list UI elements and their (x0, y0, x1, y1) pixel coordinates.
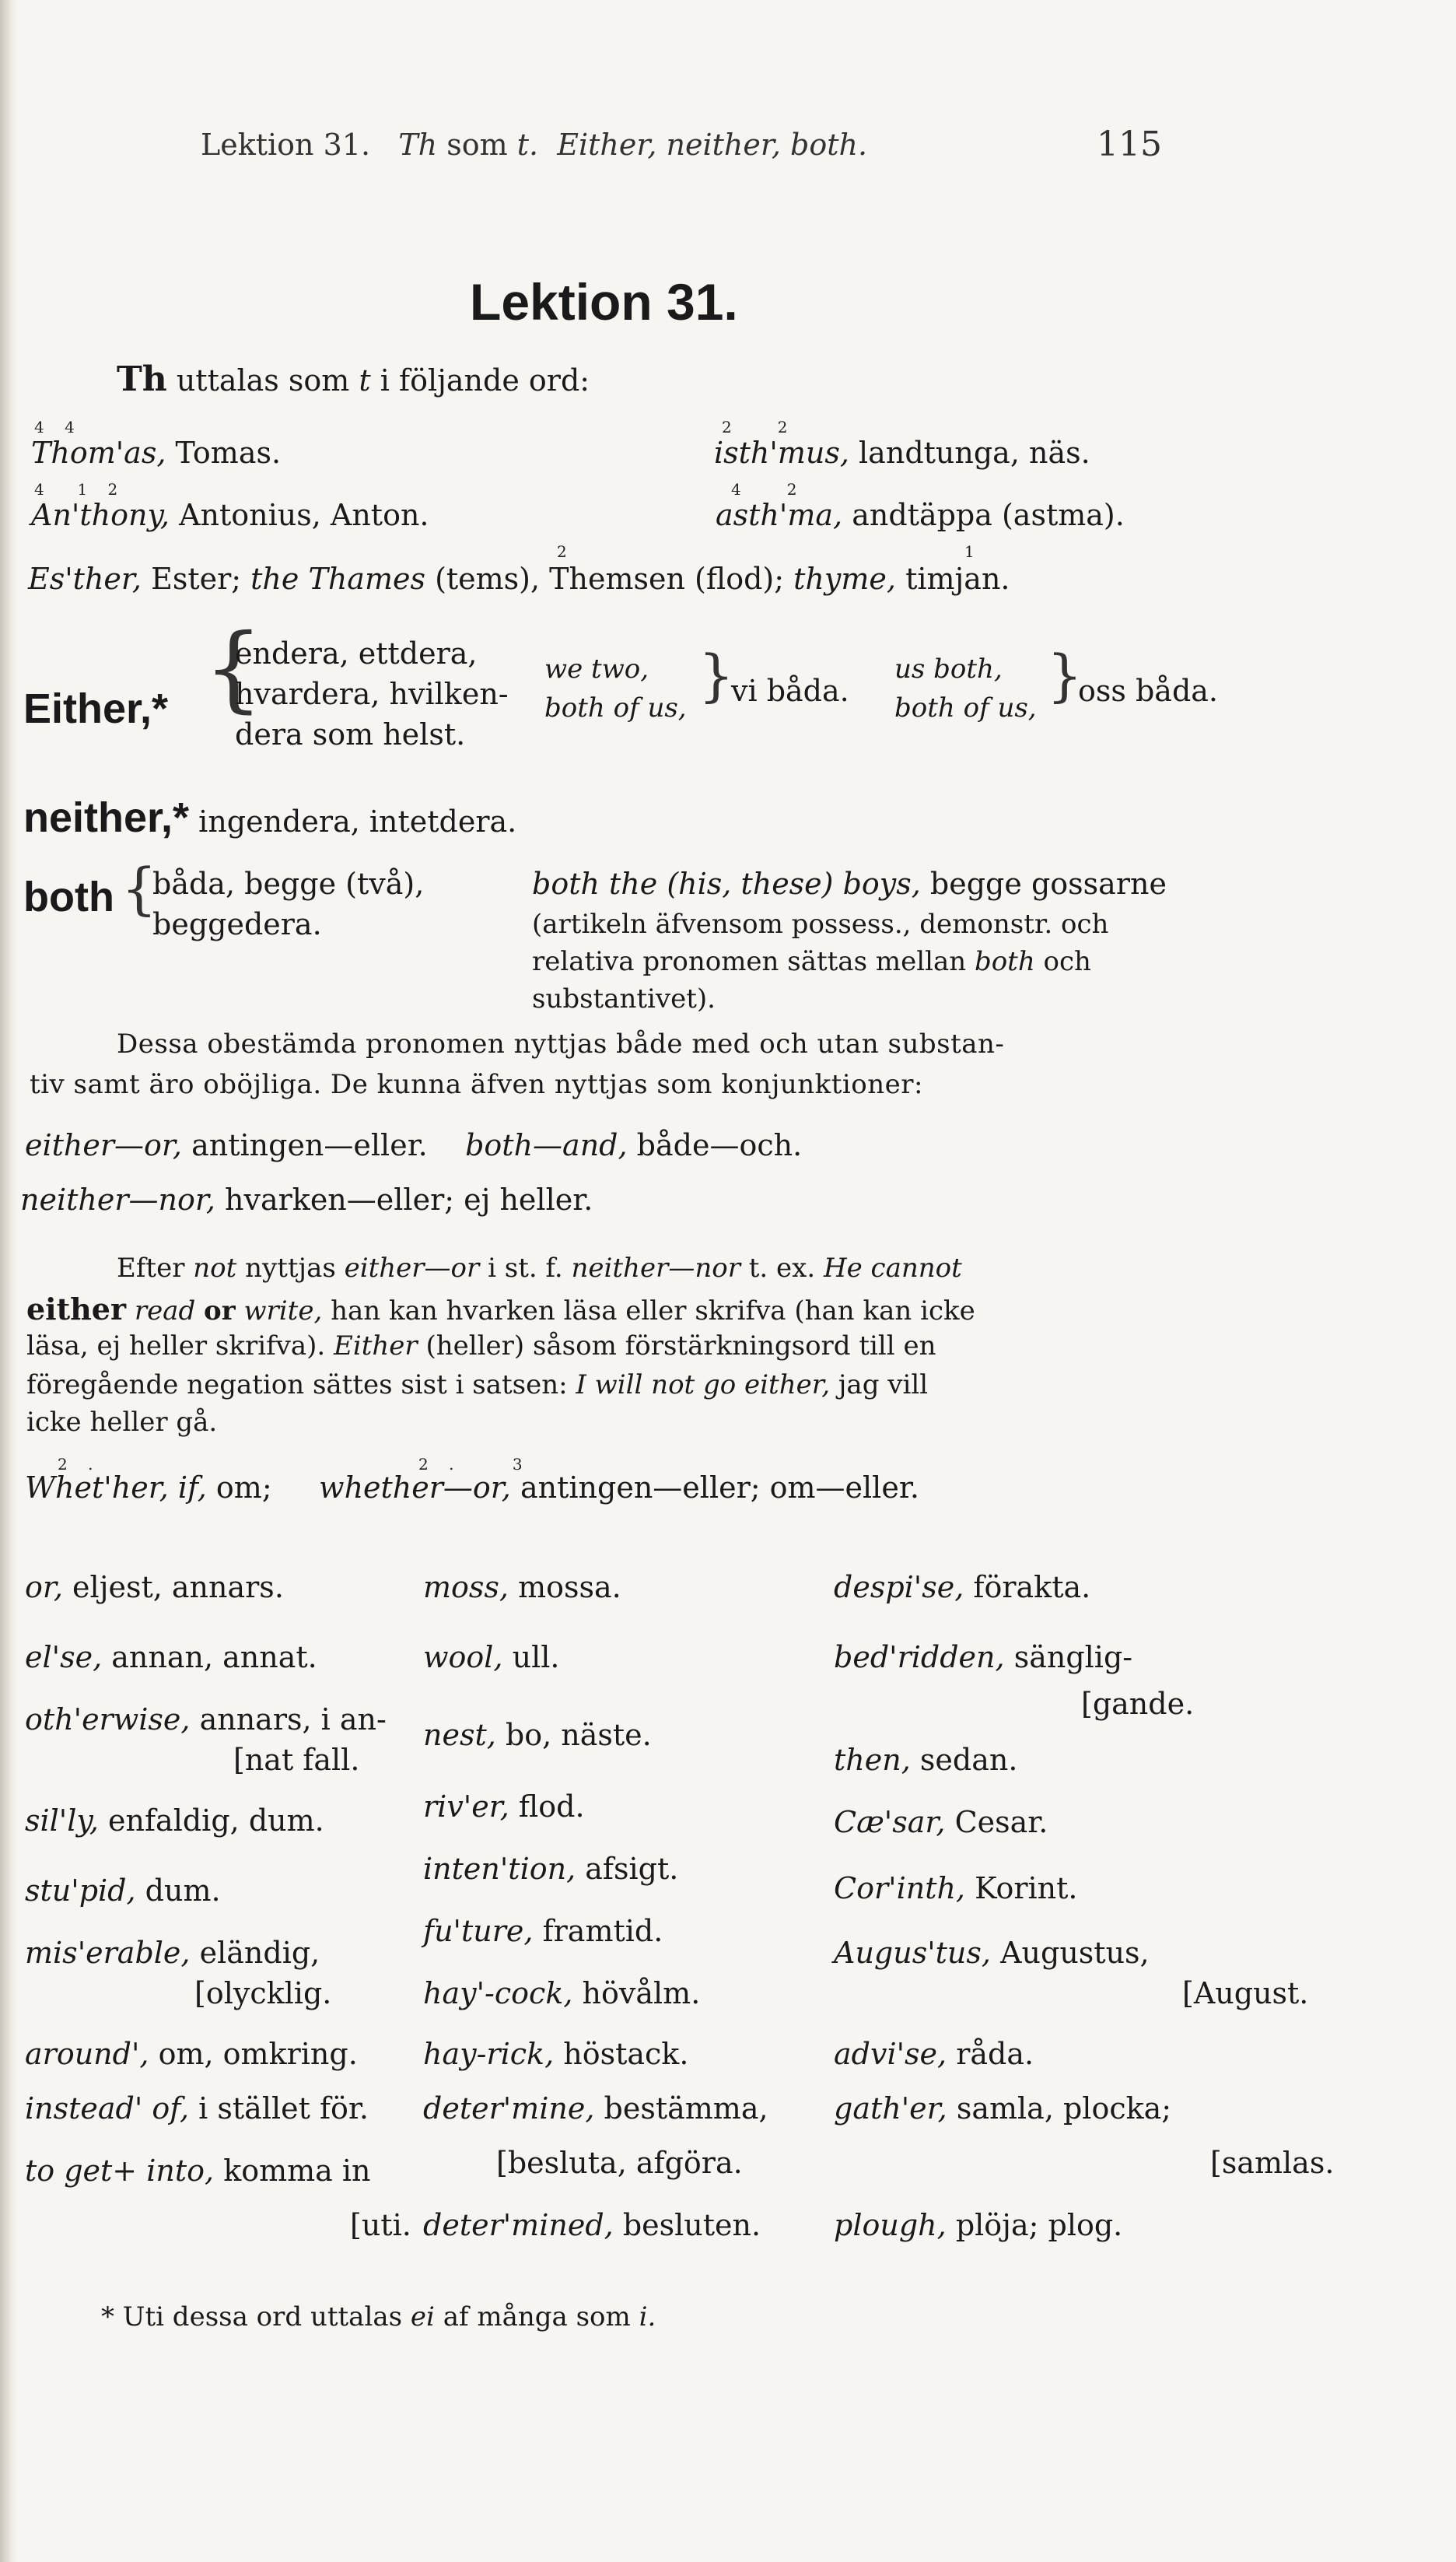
paragraph-line: tiv samt äro oböjliga. De kunna äfven nyttjas som konjunktioner: (30, 1069, 923, 1100)
word: gath'er, (834, 2091, 947, 2126)
vocab-entry (834, 2091, 1171, 2126)
vocab-entry (423, 2037, 688, 2071)
either-example: both of us, (544, 692, 687, 724)
paragraph-line (26, 1292, 975, 1327)
word: hay'-cock, (423, 1976, 573, 2010)
vocab-entry (834, 2208, 1122, 2242)
word: hay-rick, (423, 2037, 555, 2071)
term: i. (639, 2301, 656, 2332)
meaning: afsigt. (585, 1852, 679, 1886)
vocab-continuation: [samlas. (1210, 2146, 1335, 2180)
word: bed'ridden, (834, 1640, 1005, 1674)
vocab-entry (834, 1743, 1017, 1777)
vocab-entry (25, 1570, 284, 1604)
footnote (101, 2301, 656, 2332)
intro-t: t (359, 363, 371, 398)
vocab-entry (25, 1702, 387, 1737)
vocab-entry (423, 1789, 585, 1824)
word-entry (31, 436, 281, 470)
word: stu'pid, (25, 1873, 136, 1908)
meaning: mossa. (518, 1570, 621, 1604)
meaning: flod. (518, 1789, 585, 1824)
either-example: we two, (544, 654, 649, 685)
vocab-continuation: [olycklig. (194, 1976, 332, 2010)
meaning: om; (215, 1470, 272, 1505)
meaning: annan, annat. (111, 1640, 317, 1674)
brace: { (121, 856, 157, 921)
word: inten'tion, (423, 1852, 576, 1886)
vocab-entry (25, 2037, 358, 2071)
vocab-continuation: [August. (1182, 1976, 1309, 2010)
meaning: Cesar. (954, 1805, 1048, 1839)
stress-marks: 4 2 (731, 480, 805, 499)
word: Es'ther, (28, 562, 142, 596)
term: neither—nor (571, 1253, 740, 1284)
either-meaning: dera som helst. (235, 717, 466, 752)
word: Cæ'sar, (834, 1805, 946, 1839)
paragraph-line: Dessa obestämda pronomen nyttjas både med och utan substan- (117, 1029, 1005, 1060)
meaning: Augustus, (1000, 1936, 1150, 1970)
meaning: komma in (223, 2154, 371, 2188)
word: isth'mus, (714, 436, 849, 470)
text: läsa, ej heller skrifva). (26, 1330, 326, 1362)
word: riv'er, (423, 1789, 509, 1824)
page-number: 115 (1097, 124, 1162, 164)
meaning: ingendera, intetdera. (198, 804, 517, 839)
header-t: t. (516, 128, 539, 162)
term: whether—or, (319, 1470, 511, 1505)
term: I will not go either, (576, 1369, 831, 1400)
example-meaning: begge gossarne (929, 867, 1167, 901)
vocab-entry (423, 1640, 559, 1674)
vocab-continuation: [gande. (1081, 1687, 1195, 1721)
vocab-entry (423, 1852, 678, 1886)
meaning: sedan. (919, 1743, 1018, 1777)
word-entry (31, 498, 429, 532)
meaning: i stället för. (198, 2091, 369, 2126)
meaning: plöja; plog. (955, 2208, 1123, 2242)
meaning: besluten. (622, 2208, 761, 2242)
vocab-entry (834, 1936, 1150, 1970)
example: both the (his, these) boys, (532, 867, 921, 901)
word: fu'ture, (423, 1914, 534, 1948)
esther-line (28, 562, 1010, 596)
word: el'se, (25, 1640, 103, 1674)
word: nest, (423, 1718, 496, 1752)
word: or, (25, 1570, 63, 1604)
meaning: samla, plocka; (956, 2091, 1172, 2126)
text: Efter (117, 1253, 185, 1284)
vocab-entry (25, 2091, 369, 2126)
meaning: bestämma, (604, 2091, 768, 2126)
either-example: both of us, (894, 692, 1037, 724)
vocab-entry (423, 2091, 768, 2126)
paragraph-line (26, 1330, 936, 1362)
text: jag vill (838, 1369, 929, 1400)
term: either (26, 1292, 126, 1327)
both-meaning: båda, begge (två), (152, 867, 425, 901)
conjunction-line (25, 1128, 802, 1162)
stress-marks: 2 . (58, 1455, 101, 1474)
running-header (201, 128, 867, 162)
header-lesson: Lektion 31. (201, 128, 371, 162)
meaning: Ester; (151, 562, 242, 596)
meaning: eljest, annars. (72, 1570, 284, 1604)
stress-marks: 2 2 (722, 418, 796, 436)
vocab-entry (25, 1803, 324, 1838)
vocab-continuation: [besluta, afgöra. (496, 2146, 743, 2180)
word: despi'se, (834, 1570, 964, 1604)
term: neither—nor, (20, 1183, 215, 1217)
neither-headword: neither,* (23, 794, 190, 841)
meaning: andtäppa (astma). (852, 498, 1125, 532)
meaning: höstack. (563, 2037, 689, 2071)
stress-marks: 2 (557, 542, 567, 561)
page-edge-shadow (0, 0, 17, 2562)
both-example (532, 867, 1167, 901)
text: föregående negation sättes sist i satsen: (26, 1369, 568, 1400)
both-note: (artikeln äfvensom possess., demonstr. och (532, 909, 1109, 940)
vocab-entry (423, 1914, 663, 1948)
both-note (532, 946, 1091, 977)
word: instead' of, (25, 2091, 190, 2126)
meaning: Antonius, Anton. (179, 498, 429, 532)
intro-tail: i följande ord: (380, 363, 590, 398)
meaning: sänglig- (1013, 1640, 1133, 1674)
either-example: us both, (894, 654, 1003, 685)
whether-line (25, 1470, 919, 1505)
meaning: förakta. (973, 1570, 1091, 1604)
meaning: antingen—eller. (191, 1128, 428, 1162)
meaning: timjan. (905, 562, 1010, 596)
word: sil'ly, (25, 1803, 99, 1838)
meaning: bo, näste. (505, 1718, 652, 1752)
meaning: hvarken—eller; ej heller. (225, 1183, 593, 1217)
note-text: relativa pronomen sättas mellan (532, 946, 967, 977)
paragraph-line (117, 1253, 962, 1284)
both-meaning: beggedera. (152, 907, 322, 941)
meaning: ull. (512, 1640, 560, 1674)
vocab-continuation: [uti. (350, 2208, 411, 2242)
vocab-entry (423, 2208, 761, 2242)
brace: { (204, 615, 264, 723)
word: Cor'inth, (834, 1871, 966, 1905)
word: wool, (423, 1640, 503, 1674)
word: Augus'tus, (834, 1936, 991, 1970)
term: if, (177, 1470, 207, 1505)
word: advi'se, (834, 2037, 947, 2071)
stress-marks: 4 1 2 (34, 480, 126, 499)
meaning: om, omkring. (158, 2037, 358, 2071)
word: around', (25, 2037, 149, 2071)
note-word: both (974, 946, 1035, 977)
term: Either (334, 1330, 418, 1362)
meaning: Korint. (975, 1871, 1078, 1905)
vocab-entry (25, 1873, 221, 1908)
term: write, (243, 1295, 323, 1327)
vocab-entry (834, 1570, 1090, 1604)
vocab-continuation: [nat fall. (233, 1743, 360, 1777)
brace: } (1047, 643, 1083, 708)
word: mis'erable, (25, 1936, 191, 1970)
meaning: eländig, (199, 1936, 320, 1970)
paragraph-line: icke heller gå. (26, 1407, 218, 1438)
vocab-entry (834, 1805, 1048, 1839)
either-headword: Either,* (23, 685, 169, 732)
meaning: Tomas. (175, 436, 282, 470)
word: deter'mine, (423, 2091, 595, 2126)
word: thyme, (793, 562, 896, 596)
either-meaning: hvardera, hvilken- (235, 677, 509, 711)
either-example-meaning: oss båda. (1078, 674, 1218, 708)
vocab-entry (25, 1936, 320, 1970)
paragraph-line (26, 1369, 928, 1400)
either-meaning: endera, ettdera, (235, 636, 478, 671)
term: either—or (344, 1253, 480, 1284)
either-example-meaning: vi båda. (731, 674, 849, 708)
term: ei (410, 2301, 435, 2332)
intro-text: uttalas som (176, 363, 350, 398)
vocab-entry (423, 1570, 621, 1604)
meaning: både—och. (636, 1128, 803, 1162)
word: Thom'as, (31, 436, 166, 470)
meaning: framtid. (542, 1914, 663, 1948)
stress-marks: 1 (964, 542, 975, 561)
vocab-entry (25, 2154, 371, 2188)
meaning: antingen—eller; om—eller. (520, 1470, 919, 1505)
stress-marks: 4 4 (34, 418, 82, 436)
text: nyttjas (245, 1253, 336, 1284)
text: * Uti dessa ord uttalas (101, 2301, 403, 2332)
intro-th: Th (117, 359, 167, 399)
word: moss, (423, 1570, 509, 1604)
vocab-entry (834, 1640, 1132, 1674)
meaning: hövålm. (582, 1976, 701, 2010)
meaning: annars, i an- (199, 1702, 387, 1737)
term: Whet'her, (25, 1470, 169, 1505)
term: not (193, 1253, 237, 1284)
header-som: som (446, 128, 508, 162)
brace: } (698, 643, 734, 708)
stress-marks: 2 . 3 (418, 1455, 530, 1474)
meaning: dum. (145, 1873, 221, 1908)
meaning: enfaldig, dum. (108, 1803, 324, 1838)
vocab-entry (423, 1976, 700, 2010)
header-th: Th (398, 128, 438, 162)
text: (heller) såsom förstärkningsord till en (425, 1330, 936, 1362)
conjunction-line (20, 1183, 593, 1217)
word: oth'erwise, (25, 1702, 191, 1737)
text: af många som (443, 2301, 631, 2332)
vocab-entry (834, 1871, 1078, 1905)
both-headword: both (23, 874, 114, 920)
word: deter'mined, (423, 2208, 614, 2242)
term: both—and, (465, 1128, 628, 1162)
term: read (134, 1295, 196, 1327)
term: or (204, 1295, 236, 1327)
word: the Thames (250, 562, 425, 596)
word: then, (834, 1743, 911, 1777)
vocab-entry (834, 2037, 1034, 2071)
word-entry (714, 436, 1090, 470)
word-entry (716, 498, 1125, 532)
text: t. ex. (748, 1253, 816, 1284)
text: i st. f. (488, 1253, 563, 1284)
word: asth'ma, (716, 498, 843, 532)
word: An'thony, (31, 498, 170, 532)
header-topic: Either, neither, both. (557, 128, 868, 162)
note-text: och (1043, 946, 1091, 977)
text: han kan hvarken läsa eller skrifva (han kan icke (331, 1295, 975, 1327)
both-note: substantivet). (532, 983, 716, 1015)
term: He cannot (823, 1253, 962, 1284)
vocab-entry (423, 1718, 652, 1752)
meaning: (tems), Themsen (flod); (435, 562, 785, 596)
intro-line (117, 359, 590, 399)
word: plough, (834, 2208, 947, 2242)
vocab-entry (25, 1640, 317, 1674)
term: either—or, (25, 1128, 182, 1162)
page-title: Lektion 31. (470, 273, 738, 331)
meaning: landtunga, näs. (859, 436, 1090, 470)
neither-line (23, 794, 516, 842)
word: to get+ into, (25, 2154, 215, 2188)
meaning: råda. (956, 2037, 1034, 2071)
